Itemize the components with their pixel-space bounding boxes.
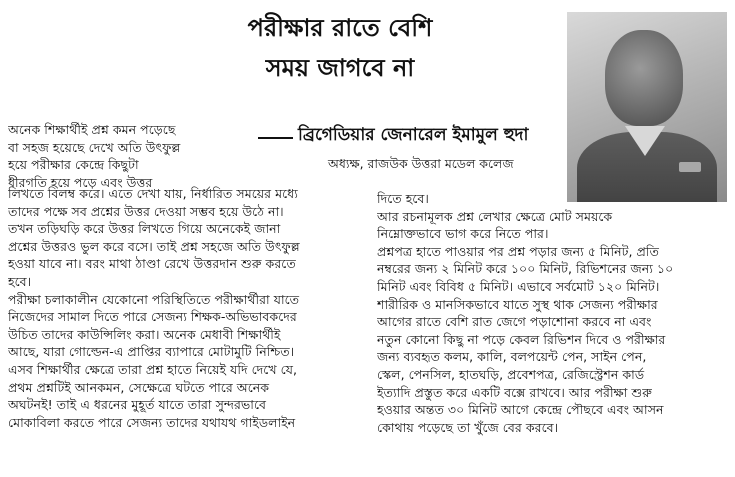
text-line: জন্য ব্যবহৃত কলম, কালি, বলপয়েন্ট পেন, সাইন পেন, (377, 349, 647, 365)
text-line: স্কেল, পেনসিল, হাতঘড়ি, প্রবেশপত্র, রেজিস্ট্রেশন কার্ড (377, 366, 645, 382)
text-line: ধীরগতি হয়ে পড়ে এবং উত্তর (8, 174, 153, 190)
text-line: আর রচনামূলক প্রশ্ন লেখার ক্ষেত্রে মোট সময়কে (377, 208, 613, 224)
author-photo (567, 12, 727, 202)
article-headline (190, 8, 490, 88)
text-line: প্রথম প্রশ্নটিই আনকমন, সেক্ষেত্রে ঘটতে পারে অনেক (8, 379, 270, 395)
text-line: প্রশ্নপত্র হাতে পাওয়ার পর প্রশ্ন পড়ার জন্য ৫ মিনিট, প্রতি (377, 243, 659, 259)
photo-badge (679, 162, 701, 172)
text-line: এসব শিক্ষার্থীর ক্ষেত্রে তারা প্রশ্ন হাতে নিয়েই যদি দেখে যে, (8, 361, 297, 377)
text-line: হয়ে পরীক্ষার কেন্দ্রে কিছুটা (8, 157, 139, 173)
text-line: পরীক্ষা চলাকালীন যেকোনো পরিস্থিতিতে পরীক্ষার্থীরা যাতে (8, 291, 300, 307)
headline-line-2: সময় জাগবে না (265, 54, 415, 82)
text-line: আছে, যারা গোল্ডেন-এ প্রাপ্তির ব্যাপারে মোটামুটি নিশ্চিত। (8, 344, 295, 360)
text-line: তাদের পক্ষে সব প্রশ্নের উত্তর দেওয়া সম্ভব হয়ে উঠে না। (8, 203, 284, 219)
text-line: বা সহজ হয়েছে দেখে অতি উৎফুল্ল (8, 139, 181, 155)
text-line: লিখতে বিলম্ব করে। এতে দেখা যায়, নির্ধারিত সময়ের মধ্যে (8, 186, 298, 201)
text-line: শারীরিক ও মানসিকভাবে যাতে সুস্থ থাক সেজন্য পরীক্ষার (377, 296, 658, 312)
text-line: নিজেদের সামাল দিতে পারে সেজন্য শিক্ষক-অভিভাবকদের (8, 309, 297, 325)
text-line: নতুন কোনো কিছু না পড়ে কেবল রিভিশন দিবে ও পরীক্ষার (377, 331, 666, 347)
photo-face (605, 30, 683, 126)
column-left-bottom (8, 185, 372, 431)
author-title: অধ্যক্ষ, রাজউক উত্তরা মডেল কলেজ (328, 156, 514, 171)
text-line: হবে। (8, 273, 32, 289)
text-line: আগের রাতে বেশি রাত জেগে পড়াশোনা করবে না এবং (377, 314, 652, 330)
byline-rule (258, 137, 293, 139)
text-line: তখন তড়িঘড়ি করে উত্তর লিখতে গিয়ে অনেকেই জানা (8, 221, 281, 237)
text-line: হওয়া যাবে না। বরং মাথা ঠাণ্ডা রেখে উত্তরদান শুরু করতে (8, 256, 296, 272)
text-line: নিম্নোক্তভাবে ভাগ করে নিতে পার। (377, 226, 549, 242)
text-line: মিনিট এবং বিবিধ ৫ মিনিট। এভাবে সর্বমোট ১২০ মিনিট। (377, 278, 660, 294)
text-line: প্রশ্নের উত্তরও ভুল করে বসে। তাই প্রশ্ন সহজে অতি উৎফুল্ল (8, 238, 300, 254)
text-line: উচিত তাদের কাউন্সিলিং করা। অনেক মেধাবী শিক্ষার্থীই (8, 326, 281, 342)
text-line: দিতে হবে। (377, 191, 429, 206)
column-right (377, 190, 729, 436)
text-line: অনেক শিক্ষার্থীই প্রশ্ন কমন পড়েছে (8, 122, 176, 137)
text-line: নম্বরের জন্য ২ মিনিট করে ১০০ মিনিট, রিভিশনের জন্য ১০ (377, 261, 674, 277)
author-name: ব্রিগেডিয়ার জেনারেল ইমামুল হুদা (298, 125, 529, 145)
text-line: মোকাবিলা করতে পারে সেজন্য তাদের যথাযথ গাইডলাইন (8, 414, 296, 430)
text-line: হওয়ার অন্তত ৩০ মিনিট আগে কেন্দ্রে পৌছবে এবং আসন (377, 402, 664, 418)
text-line: কোথায় পড়েছে তা খুঁজে বের করবে। (377, 419, 559, 435)
text-line: অঘটনই! তাই এ ধরনের মুহূর্ত যাতে তারা সুন্দরভাবে (8, 397, 267, 413)
headline-line-1: পরীক্ষার রাতে বেশি (247, 14, 433, 42)
column-left-top (8, 121, 238, 191)
text-line: ইত্যাদি প্রস্তুত করে একটি বক্সে রাখবে। আর পরীক্ষা শুরু (377, 384, 652, 400)
